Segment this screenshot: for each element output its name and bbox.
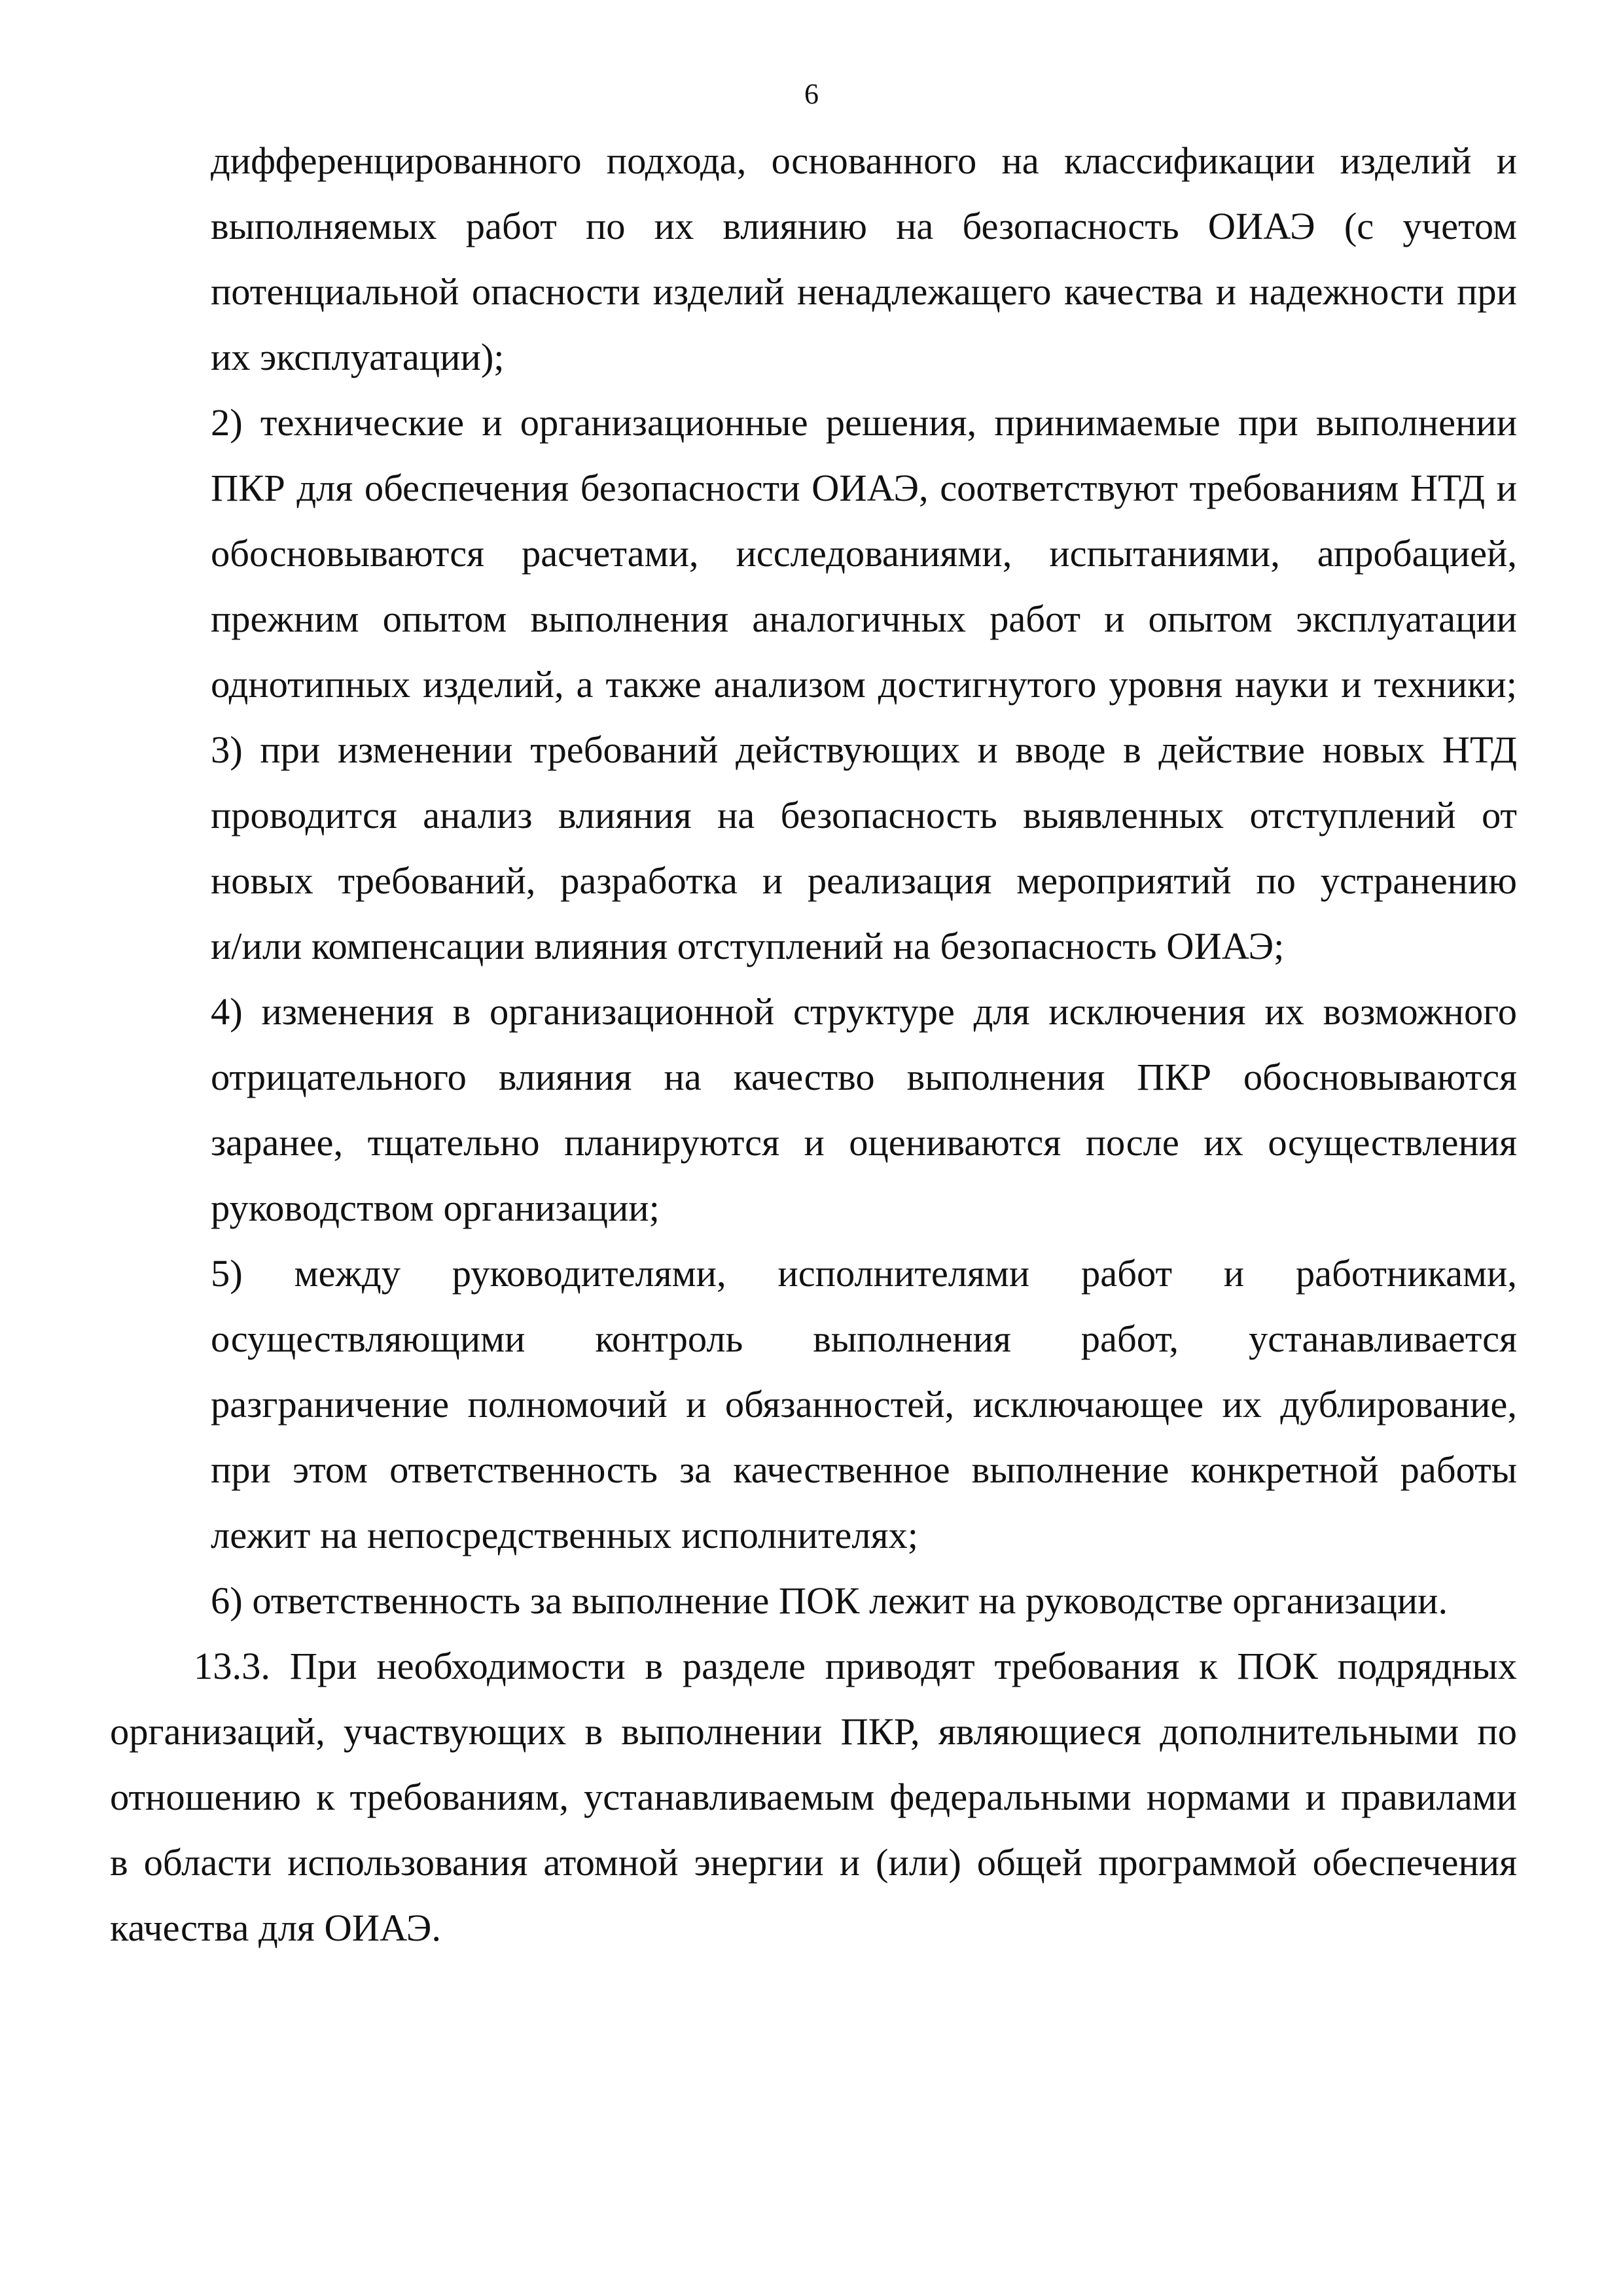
section-13-3 xyxy=(110,1634,1517,1961)
text-line: проводится анализ влияния на безопасность выявленных отступлений от xyxy=(211,794,1517,836)
text-line: осуществляющими контроль выполнения работ, устанавливается xyxy=(211,1318,1517,1360)
text-line: отношению к требованиям, устанавливаемым федеральными нормами и правилами xyxy=(110,1776,1517,1818)
text-line: в области использования атомной энергии и (или) общей программой обеспечения xyxy=(110,1841,1517,1884)
list-item-2 xyxy=(211,390,1517,717)
text-line: прежним опытом выполнения аналогичных работ и опытом эксплуатации xyxy=(211,598,1517,640)
text-line: организаций, участвующих в выполнении ПКР, являющиеся дополнительными по xyxy=(110,1710,1517,1753)
text-line: отрицательного влияния на качество выполнения ПКР обосновываются xyxy=(211,1056,1517,1098)
text-line: руководством организации; xyxy=(211,1187,660,1229)
text-line: 3) при изменении требований действующих и вводе в действие новых НТД xyxy=(211,728,1517,771)
text-line: 13.3. При необходимости в разделе приводят требования к ПОК подрядных xyxy=(194,1645,1517,1687)
page-number: 6 xyxy=(804,78,819,110)
text-line: 4) изменения в организационной структуре для исключения их возможного xyxy=(211,990,1517,1033)
text-line: новых требований, разработка и реализация мероприятий по устранению xyxy=(211,859,1517,902)
text-line: дифференцированного подхода, основанного на классификации изделий и xyxy=(211,139,1517,182)
text-line: 2) технические и организационные решения, принимаемые при выполнении xyxy=(211,401,1517,444)
list-item-6 xyxy=(211,1568,1517,1634)
text-line: обосновываются расчетами, исследованиями, испытаниями, апробацией, xyxy=(211,532,1517,575)
list-item-5 xyxy=(211,1241,1517,1568)
list-item-4 xyxy=(211,979,1517,1241)
requirements-list xyxy=(211,128,1517,1634)
text-line: и/или компенсации влияния отступлений на безопасность ОИАЭ; xyxy=(211,925,1285,967)
text-line: качества для ОИАЭ. xyxy=(110,1907,441,1949)
text-line: лежит на непосредственных исполнителях; xyxy=(211,1514,918,1556)
text-line: 5) между руководителями, исполнителями работ и работниками, xyxy=(211,1252,1517,1295)
list-item-1-continuation xyxy=(211,128,1517,390)
text-line: однотипных изделий, а также анализом достигнутого уровня науки и техники; xyxy=(211,663,1517,706)
text-line: выполняемых работ по их влиянию на безопасность ОИАЭ (с учетом xyxy=(211,205,1517,247)
text-line: их эксплуатации); xyxy=(211,336,505,378)
text-line: потенциальной опасности изделий ненадлежащего качества и надежности при xyxy=(211,270,1517,313)
text-line: ПКР для обеспечения безопасности ОИАЭ, соответствуют требованиям НТД и xyxy=(211,467,1517,509)
text-line: разграничение полномочий и обязанностей, исключающее их дублирование, xyxy=(211,1383,1517,1426)
text-line: при этом ответственность за качественное выполнение конкретной работы xyxy=(211,1448,1517,1491)
list-item-3 xyxy=(211,717,1517,979)
text-line: 6) ответственность за выполнение ПОК лежит на руководстве организации. xyxy=(211,1579,1448,1622)
document-body xyxy=(110,128,1517,1961)
text-line: заранее, тщательно планируются и оцениваются после их осуществления xyxy=(211,1121,1517,1164)
